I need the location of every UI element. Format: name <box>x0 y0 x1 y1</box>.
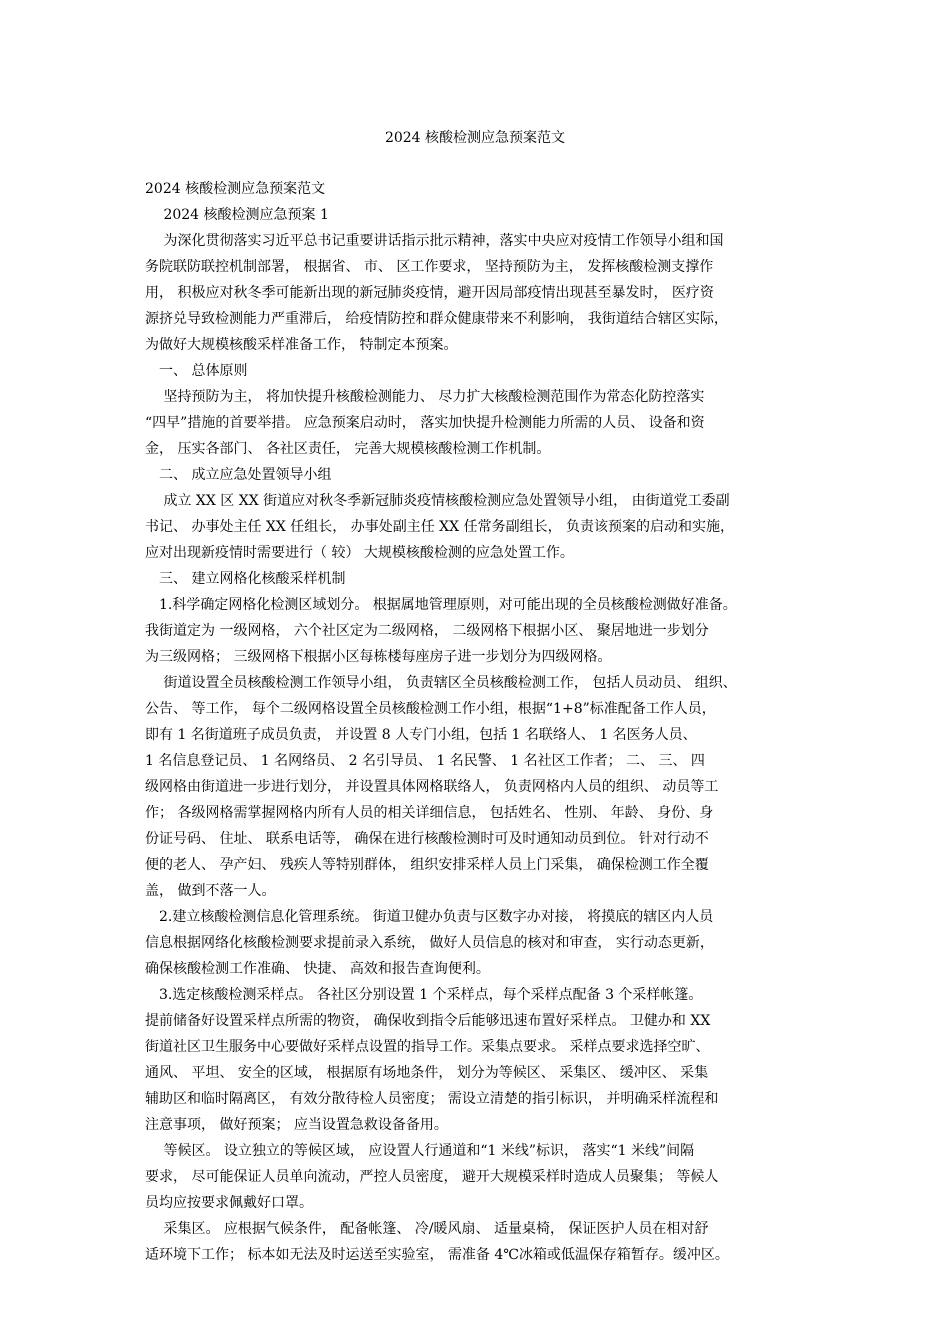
text-line: 我街道定为 一级网格， 六个社区定为二级网格， 二级网格下根据小区、 聚居地进一步划分 <box>145 623 709 639</box>
text-line: 注意事项， 做好预案； 应当设置急救设备备用。 <box>145 1117 448 1133</box>
text-line: 一、 总体原则 <box>145 363 248 379</box>
page-title: 2024 核酸检测应急预案范文 <box>384 130 566 146</box>
text-line: 作； 各级网格需掌握网格内所有人员的相关详细信息， 包括姓名、 性别、 年龄、 身份、身 <box>145 805 714 821</box>
text-line: 采集区。 应根据气候条件， 配备帐篷、 冷/暖风扇、 适量桌椅， 保证医护人员在相对舒 <box>145 1221 709 1237</box>
text-line: 街道设置全员核酸检测工作领导小组， 负责辖区全员核酸检测工作， 包括人员动员、 组织、 <box>145 675 737 691</box>
text-line: 适环境下工作； 标本如无法及时运送至实验室， 需准备 4℃冰箱或低温保存箱暂存。缓冲区。 <box>145 1247 729 1263</box>
text-line: 份证号码、 住址、 联系电话等， 确保在进行核酸检测时可及时通知动员到位。 针对行动不 <box>145 831 709 847</box>
text-line: 1 名信息登记员、 1 名网络员、 2 名引导员、 1 名民警、 1 名社区工作者； 二、 三、 四 <box>145 753 705 769</box>
text-line: 为做好大规模核酸采样准备工作， 特制定本预案。 <box>145 337 458 353</box>
text-line: 街道社区卫生服务中心要做好采样点设置的指导工作。采集点要求。 采样点要求选择空旷、 <box>145 1039 710 1055</box>
text-line: “四早”措施的首要举措。 应急预案启动时， 落实加快提升检测能力所需的人员、 设备和资 <box>145 415 705 431</box>
text-line: 源挤兑导致检测能力严重滞后， 给疫情防控和群众健康带来不利影响， 我街道结合辖区实际， <box>145 311 728 327</box>
text-line: 信息根据网络化核酸检测要求提前录入系统， 做好人员信息的核对和审查， 实行动态更新， <box>145 935 714 951</box>
text-line: 金， 压实各部门、 各社区责任， 完善大规模核酸检测工作机制。 <box>145 441 551 457</box>
text-line: 应对出现新疫情时需要进行（ 较） 大规模核酸检测的应急处置工作。 <box>145 545 574 561</box>
text-line: 为三级网格； 三级网格下根据小区每栋楼每座房子进一步划分为四级网格。 <box>145 649 612 665</box>
text-line: 二、 成立应急处置领导小组 <box>145 467 332 483</box>
text-line: 书记、 办事处主任 XX 任组长， 办事处副主任 XX 任常务副组长， 负责该预案的启动和实施， <box>145 519 735 535</box>
text-line: 要求， 尽可能保证人员单向流动，严控人员密度， 避开大规模采样时造成人员聚集； 等候人 <box>145 1169 719 1185</box>
text-line: 三、 建立网格化核酸采样机制 <box>145 571 346 587</box>
text-line: 3.选定核酸检测采样点。 各社区分别设置 1 个采样点，每个采样点配备 3 个采样帐篷。 <box>145 987 703 1003</box>
text-line: 确保核酸检测工作准确、 快捷、 高效和报告查询便利。 <box>145 961 490 977</box>
text-line: 坚持预防为主， 将加快提升核酸检测能力、 尽力扩大核酸检测范围作为常态化防控落实 <box>145 389 705 405</box>
text-line: 等候区。 设立独立的等候区域， 应设置人行通道和“1 米线”标识， 落实“1 米线”间隔 <box>145 1143 695 1159</box>
text-line: 1.科学确定网格化检测区域划分。 根据属地管理原则，对可能出现的全员核酸检测做好准备。 <box>145 597 737 613</box>
text-line: 级网格由街道进一步进行划分， 并设置具体网格联络人， 负责网格内人员的组织、 动员等工 <box>145 779 719 795</box>
text-line: 为深化贯彻落实习近平总书记重要讲话指示批示精神，落实中央应对疫情工作领导小组和国 <box>145 233 724 249</box>
text-line: 务院联防联控机制部署， 根据省、 市、 区工作要求， 坚持预防为主， 发挥核酸检测支撑作 <box>145 259 714 275</box>
text-line: 盖， 做到不落一人。 <box>145 883 276 899</box>
text-line: 2024 核酸检测应急预案范文 <box>145 181 326 197</box>
text-line: 提前储备好设置采样点所需的物资， 确保收到指令后能够迅速布置好采样点。 卫健办和 XX <box>145 1013 711 1029</box>
text-line: 便的老人、 孕产妇、 残疾人等特别群体， 组织安排采样人员上门采集， 确保检测工作全覆 <box>145 857 709 873</box>
text-line: 用， 积极应对秋冬季可能新出现的新冠肺炎疫情，避开因局部疫情出现甚至暴发时， 医疗资 <box>145 285 714 301</box>
text-line: 成立 XX 区 XX 街道应对秋冬季新冠肺炎疫情核酸检测应急处置领导小组， 由街道党工委副 <box>145 493 730 509</box>
document-body <box>145 176 825 1268</box>
text-line: 通风、 平坦、 安全的区域， 根据原有场地条件， 划分为等候区、 采集区、 缓冲区、 采集 <box>145 1065 709 1081</box>
text-line: 辅助区和临时隔离区， 有效分散待检人员密度； 需设立清楚的指引标识， 并明确采样流程和 <box>145 1091 719 1107</box>
text-line: 即有 1 名街道班子成员负责， 并设置 8 人专门小组，包括 1 名联络人、 1 名医务人员、 <box>145 727 697 743</box>
text-line: 公告、 等工作， 每个二级网格设置全员核酸检测工作小组，根据“1+8”标准配备工作人员， <box>145 701 716 717</box>
text-line: 2024 核酸检测应急预案 1 <box>145 207 329 223</box>
text-line: 2.建立核酸检测信息化管理系统。 街道卫健办负责与区数字办对接， 将摸底的辖区内人员 <box>145 909 714 925</box>
text-line: 员均应按要求佩戴好口罩。 <box>145 1195 313 1211</box>
